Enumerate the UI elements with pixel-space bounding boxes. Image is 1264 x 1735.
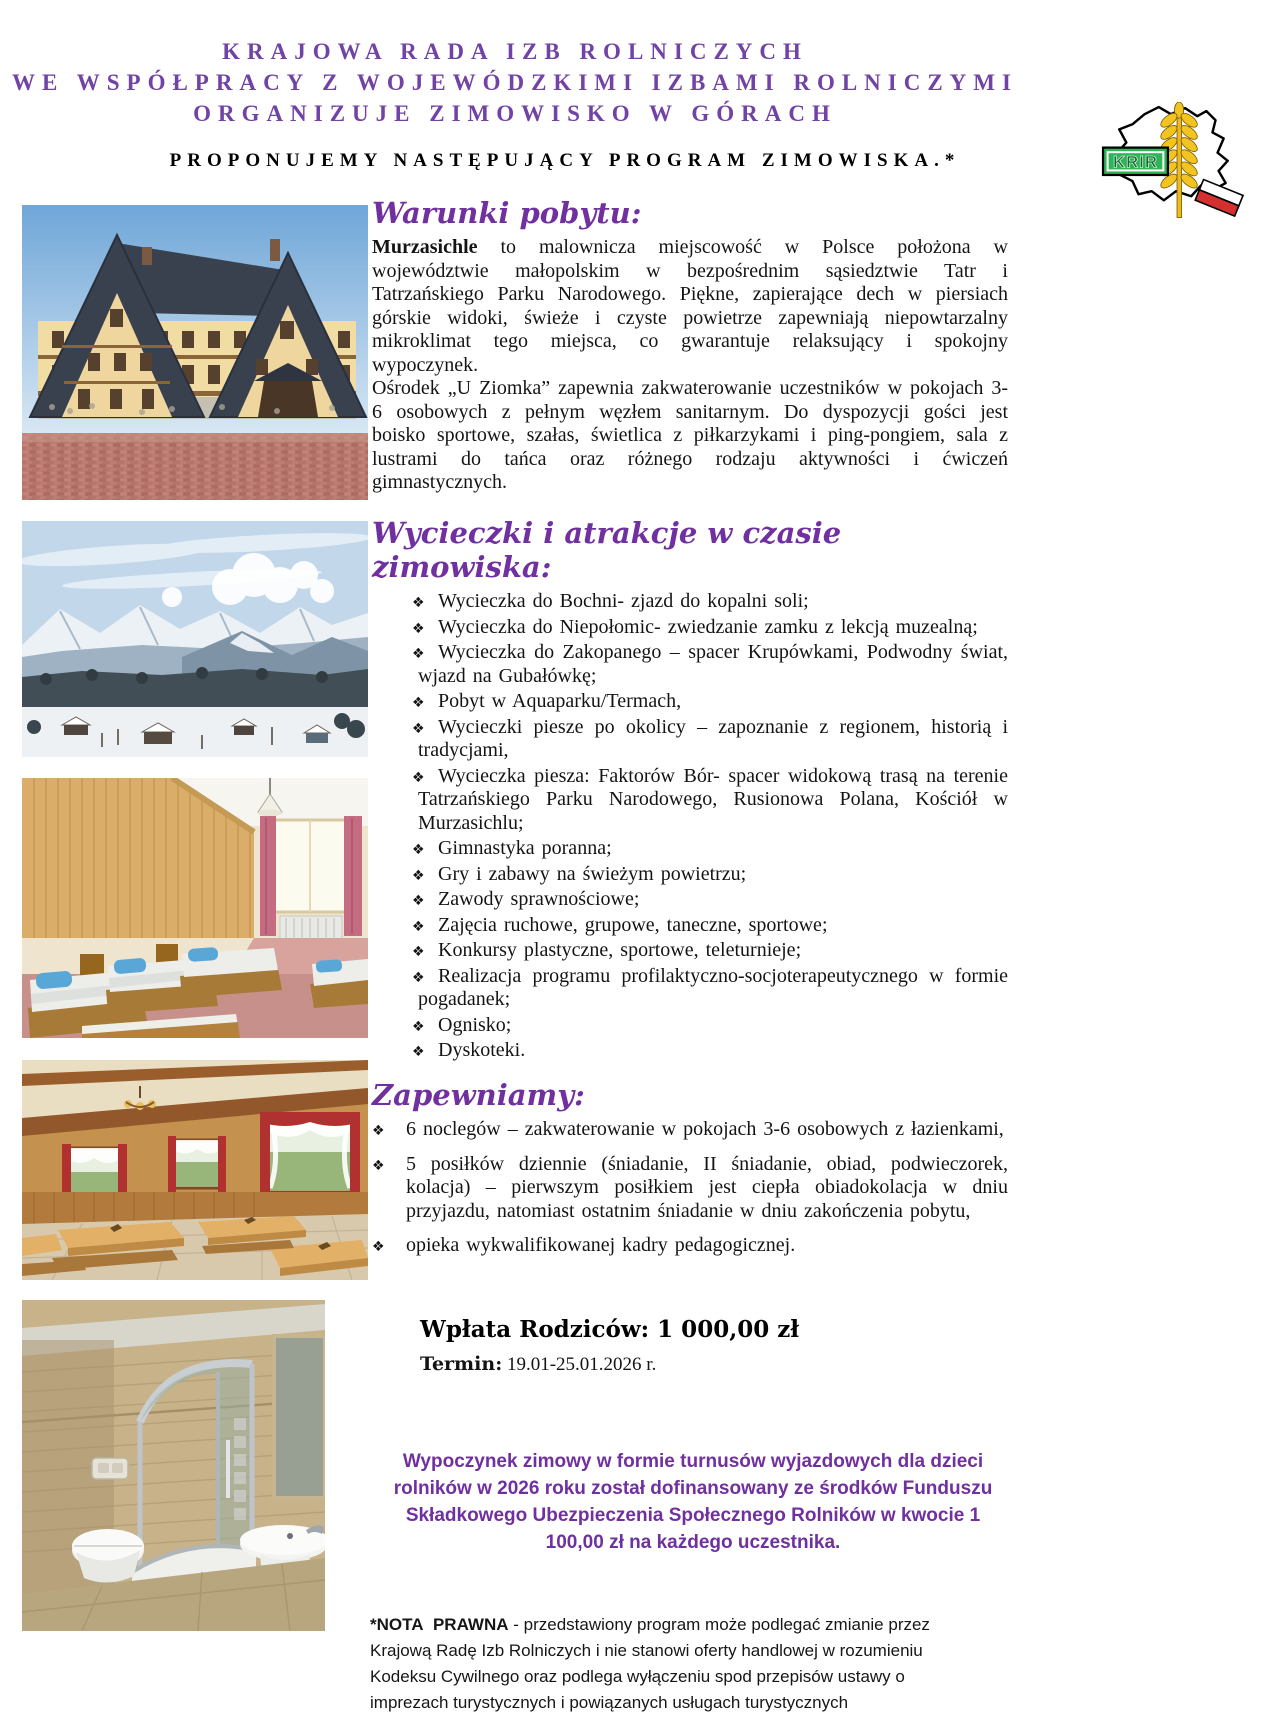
diamond-bullet-icon: ❖ <box>412 918 425 935</box>
list-item-text: Dyskoteki. <box>438 1039 526 1061</box>
list-item <box>372 965 1008 1012</box>
list-item <box>372 863 1008 887</box>
diamond-bullet-icon: ❖ <box>412 944 425 960</box>
list-item-text: Wycieczka do Niepołomic- zwiedzanie zamku z lekcją muzealną; <box>438 615 978 638</box>
photo-hotel-exterior <box>22 205 368 500</box>
list-item <box>372 939 1008 963</box>
section-wycieczki <box>372 516 1008 1065</box>
list-item <box>372 765 1008 836</box>
list-item <box>372 837 1008 861</box>
list-item <box>372 1014 1008 1038</box>
list-item-text: Realizacja programu profilaktyczno-socjoterapeutycznego w formie pogadanek; <box>418 964 1008 1010</box>
zapewniamy-heading: Zapewniamy: <box>372 1078 585 1112</box>
bedroom-illustration <box>22 778 368 1038</box>
photo-dining-room <box>22 1060 368 1280</box>
diamond-bullet-icon: ❖ <box>412 867 425 884</box>
photo-bathroom <box>22 1300 325 1631</box>
legal-note <box>370 1612 980 1716</box>
list-item-text: Zawody sprawnościowe; <box>438 888 640 910</box>
list-item <box>372 1153 1008 1224</box>
mountains-illustration <box>22 521 368 757</box>
photo-mountain-panorama <box>22 521 368 757</box>
list-item <box>372 914 1008 938</box>
diamond-bullet-icon: ❖ <box>372 1239 385 1255</box>
diamond-bullet-icon: ❖ <box>412 769 425 786</box>
diamond-bullet-icon: ❖ <box>412 969 425 986</box>
diamond-bullet-icon: ❖ <box>412 893 425 909</box>
funding-notice: Wypoczynek zimowy w formie turnusów wyjazdowych dla dzieci rolników w 2026 roku został dofinansowany ze środków Funduszu Składkowego Ubezpieczenia Społecznego Rolników w kwocie 1 100,00 zł na każdego uczestnika. <box>393 1451 993 1553</box>
legal-note-title: *NOTA PRAWNA <box>370 1615 509 1634</box>
list-item <box>372 1039 1008 1063</box>
list-item-text: opieka wykwalifikowanej kadry pedagogicznej. <box>406 1234 796 1256</box>
title-line-2: WE WSPÓŁPRACY Z WOJEWÓDZKIMI IZBAMI ROLNICZYMI <box>12 70 1018 95</box>
hotel-illustration <box>22 205 368 500</box>
legal-note-text: - przedstawiony program może podlegać zmianie przez Krajową Radę Izb Rolniczych i nie stanowi oferty handlowej w rozumieniu Kodeksu Cywilnego oraz podlega wyłączeniu spod przepisów ustawy o imprezach turystycznych i powiązanych usługach turystycznych <box>370 1615 930 1712</box>
list-item <box>372 616 1008 640</box>
section-zapewniamy <box>372 1078 1008 1269</box>
term-value: 19.01-25.01.2026 r. <box>502 1354 657 1375</box>
krir-logo-icon <box>1100 102 1250 224</box>
list-item-text: Wycieczki piesze po okolicy – zapoznanie z regionem, historią i tradycjami, <box>418 715 1008 761</box>
warunki-paragraph-1-text: to malownicza miejscowość w Polsce położona w województwie małopolskim w bezpośrednim sąsiedztwie Tatr i Tatrzańskiego Parku Narodowego. Piękne, zapierające dech w piersiach górskie widoki, świeże i czyste powietrze zapewniają niepowtarzalny mikroklimat tego miejsca, co gwarantuje relaksujący i spokojny wypoczynek. <box>372 236 1008 376</box>
list-item <box>372 1234 1008 1258</box>
section-warunki-pobytu <box>372 196 1008 495</box>
list-item-text: Wycieczka do Bochni- zjazd do kopalni soli; <box>438 590 809 612</box>
list-item-text: Zajęcia ruchowe, grupowe, taneczne, sportowe; <box>438 913 828 936</box>
diamond-bullet-icon: ❖ <box>412 595 425 611</box>
wycieczki-heading: Wycieczki i atrakcje w czasie zimowiska: <box>372 516 842 584</box>
warunki-paragraph-1 <box>372 236 1008 377</box>
list-item-text: Gry i zabawy na świeżym powietrzu; <box>438 862 747 885</box>
list-item-text: 6 noclegów – zakwaterowanie w pokojach 3-6 osobowych z łazienkami, <box>406 1118 1004 1140</box>
diamond-bullet-icon: ❖ <box>412 842 425 858</box>
diamond-bullet-icon: ❖ <box>412 646 425 662</box>
list-item <box>372 590 1008 614</box>
wycieczki-list <box>372 590 1008 1063</box>
murzasichle-bold: Murzasichle <box>372 236 478 258</box>
payment-term <box>420 1353 980 1376</box>
page-title <box>0 36 1030 129</box>
payment-info <box>420 1316 980 1376</box>
list-item <box>372 716 1008 763</box>
title-line-1: KRAJOWA RADA IZB ROLNICZYCH <box>222 39 808 64</box>
list-item-text: 5 posiłków dziennie (śniadanie, II śniadanie, obiad, podwieczorek, kolacja) – pierwszym posiłkiem jest ciepła obiadokolacja w dniu przyjazdu, natomiast ostatnim śniadanie w dniu zakończenia pobytu, <box>406 1152 1008 1222</box>
list-item-text: Konkursy plastyczne, sportowe, teleturnieje; <box>438 939 802 961</box>
diamond-bullet-icon: ❖ <box>412 720 425 737</box>
warunki-paragraph-2: Ośrodek „U Ziomka” zapewnia zakwaterowanie uczestników w pokojach 3-6 osobowych z pełnym węzłem sanitarnym. Do dyspozycji gości jest boisko sportowe, szałas, świetlica z piłkarzykami i ping-pongiem, sala z lustrami do tańca oraz różnego rodzaju aktywności i ćwiczeń gimnastycznych. <box>372 377 1008 493</box>
list-item-text: Pobyt w Aquaparku/Termach, <box>438 690 682 712</box>
zapewniamy-list <box>372 1118 1008 1258</box>
diamond-bullet-icon: ❖ <box>412 695 425 711</box>
krir-badge-label: KRIR <box>1113 152 1158 172</box>
list-item-text: Ognisko; <box>438 1013 512 1036</box>
list-item-text: Gimnastyka poranna; <box>438 837 612 859</box>
list-item <box>372 1118 1008 1142</box>
list-item <box>372 888 1008 912</box>
diamond-bullet-icon: ❖ <box>412 1018 425 1035</box>
bathroom-illustration <box>22 1300 325 1631</box>
diamond-bullet-icon: ❖ <box>372 1157 385 1174</box>
dining-illustration <box>22 1060 368 1280</box>
warunki-heading: Warunki pobytu: <box>372 196 642 230</box>
flag-icon <box>1195 180 1243 217</box>
photo-bedroom <box>22 778 368 1038</box>
list-item-text: Wycieczka do Zakopanego – spacer Krupówkami, Podwodny świat, wjazd na Gubałówkę; <box>418 641 1008 687</box>
krir-badge <box>1103 148 1168 175</box>
krir-logo <box>1100 102 1250 224</box>
diamond-bullet-icon: ❖ <box>412 620 425 637</box>
payment-amount: Wpłata Rodziców: 1 000,00 zł <box>420 1316 800 1343</box>
list-item-text: Wycieczka piesza: Faktorów Bór- spacer widokową trasą na terenie Tatrzańskiego Parku Narodowego, Rusionowa Polana, Kościół w Murzasichlu; <box>418 764 1008 834</box>
diamond-bullet-icon: ❖ <box>372 1123 385 1139</box>
list-item <box>372 641 1008 688</box>
diamond-bullet-icon: ❖ <box>412 1044 425 1060</box>
list-item <box>372 690 1008 714</box>
term-label: Termin: <box>420 1353 503 1375</box>
program-subtitle: PROPONUJEMY NASTĘPUJĄCY PROGRAM ZIMOWISKA.* <box>169 150 961 171</box>
title-line-3: ORGANIZUJE ZIMOWISKO W GÓRACH <box>193 101 837 126</box>
